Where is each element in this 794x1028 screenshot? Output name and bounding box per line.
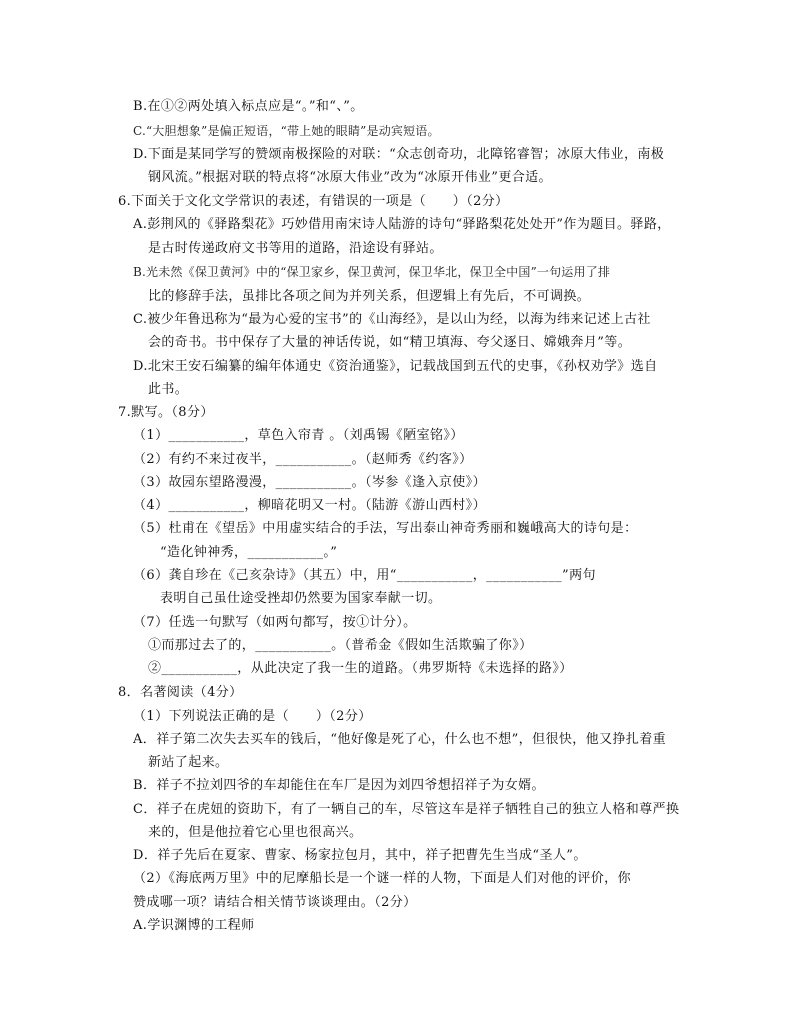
q7-item-4: （4）___________，柳暗花明又一村。（陆游《游山西村》） [133, 498, 486, 513]
q8-option-d: D．祥子先后在夏家、曹家、杨家拉包月，其中，祥子把曹先生当成“圣人”。 [133, 848, 587, 863]
q6-option-d-line1: D.北宋王安石编纂的编年体通史《资治通鉴》，记载战国到五代的史事，《孙权劝学》选自 [133, 359, 658, 374]
q7-item-6-line1: （6）龚自珍在《己亥杂诗》（其五）中，用“___________，___________”两句 [133, 568, 596, 583]
q5-option-c: C.“大胆想象”是偏正短语，“带上她的眼睛”是动宾短语。 [133, 124, 440, 138]
q8-part1-prompt: （1）下列说法正确的是（ ）（2分） [133, 709, 372, 724]
q7-item-6-line2: 表明自己虽仕途受挫却仍然要为国家奉献一切。 [160, 591, 442, 606]
q5-option-d-line1: D.下面是某同学写的赞颂南极探险的对联：“众志创奇功，北障铭睿智；冰原大伟业，南极 [133, 147, 665, 162]
q7-item-5-line2: “造化钟神秀，___________。” [160, 545, 338, 560]
q7-item-7: （7）任选一句默写（如两句都写，按①计分）。 [133, 615, 417, 630]
q6-option-a-line2: 是古时传递政府文书等用的道路，沿途设有驿站。 [148, 241, 443, 256]
q8-part2-option-a: A.学识渊博的工程师 [133, 918, 255, 933]
q6-title: 6.下面关于文化文学常识的表述，有错误的一项是（ ）（2分） [118, 194, 509, 209]
q8-option-a-line1: A．祥子第二次失去买车的钱后，“他好像是死了心，什么也不想”，但很快，他又挣扎着重 [133, 732, 667, 747]
q6-option-c-line1: C.被少年鲁迅称为“最为心爱的宝书”的《山海经》，是以山为经，以海为纬来记述上古社 [133, 312, 651, 327]
q8-option-c-line1: C．祥子在虎妞的资助下，有了一辆自己的车，尽管这车是祥子牺牲自己的独立人格和尊严换 [133, 802, 680, 817]
q8-option-c-line2: 来的，但是他拉着它心里也很高兴。 [148, 825, 363, 840]
q8-part2-line1: （2）《海底两万里》中的尼摩船长是一个谜一样的人物，下面是人们对他的评价，你 [133, 871, 631, 886]
q7-item-7-option-b: ②___________，从此决定了我一生的道路。（弗罗斯特《未选择的路》） [148, 661, 573, 676]
q7-item-5-line1: （5）杜甫在《望岳》中用虚实结合的手法，写出泰山神奇秀丽和巍峨高大的诗句是： [133, 521, 638, 536]
q5-option-b: B.在①②两处填入标点应是“。”和“、”。 [133, 99, 364, 114]
q8-option-b: B．祥子不拉刘四爷的车却能住在车厂是因为刘四爷想招祥子为女婿。 [133, 778, 545, 793]
q6-option-b-line2: 比的修辞手法，虽排比各项之间为并列关系，但逻辑上有先后，不可调换。 [148, 289, 591, 304]
q8-option-a-line2: 新站了起来。 [148, 755, 229, 770]
q7-title: 7.默写。（8分） [118, 405, 214, 420]
q7-item-2: （2）有约不来过夜半，___________。（赵师秀《约客》） [133, 452, 473, 467]
q8-part2-line2: 赞成哪一项？请结合相关情节谈谈理由。（2分） [133, 895, 417, 910]
q6-option-a-line1: A.彭荆风的《驿路梨花》巧妙借用南宋诗人陆游的诗句“驿路梨花处处开”作为题目。驿路， [133, 217, 671, 232]
q7-item-7-option-a: ①而那过去了的，___________。（普希金《假如生活欺骗了你》） [148, 638, 533, 653]
q6-option-b-line1: B.光未然《保卫黄河》中的“保卫家乡，保卫黄河，保卫华北，保卫全中国”一句运用了排 [133, 265, 611, 279]
q7-item-3: （3）故园东望路漫漫，___________。（岑参《逢入京使》） [133, 475, 486, 490]
q7-item-1: （1）___________，草色入帘青 。（刘禹锡《陋室铭》） [133, 428, 464, 443]
q6-option-c-line2: 会的奇书。书中保存了大量的神话传说，如“精卫填海、夸父逐日、嫦娥奔月”等。 [148, 335, 632, 350]
q8-title: 8．名著阅读（4分） [118, 685, 243, 700]
q6-option-d-line2: 此书。 [148, 382, 189, 397]
q5-option-d-line2: 钢风流。”根据对联的特点将“冰原大伟业”改为“冰原开伟业”更合适。 [148, 170, 552, 185]
